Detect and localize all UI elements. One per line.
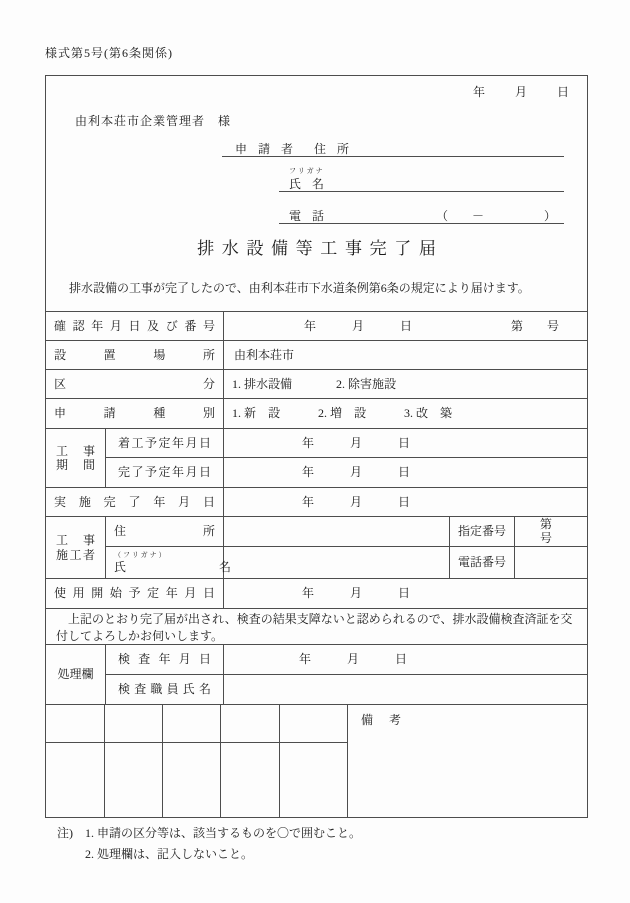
application-type-option: 1. 新 設 bbox=[232, 406, 281, 421]
location-label-cell bbox=[46, 341, 224, 369]
period-end-label: 完了予定年月日 bbox=[118, 465, 211, 480]
confirm-number-blank: 第 号 bbox=[510, 318, 559, 333]
main-table bbox=[46, 311, 587, 817]
inspector-label: 検査職員氏名 bbox=[118, 682, 211, 697]
contractor-name-blank-cell bbox=[224, 547, 450, 578]
completed-label: 実施完了年月日 bbox=[54, 494, 215, 509]
contractor-name-row bbox=[106, 547, 587, 578]
processing-label-cell bbox=[46, 645, 106, 704]
blank-grid-row bbox=[46, 705, 348, 743]
contractor-name-label: 氏名 bbox=[114, 559, 231, 574]
applicant-phone-label: 電 話 bbox=[289, 208, 329, 223]
period-start-date-blank: 年 月 日 bbox=[302, 435, 411, 450]
applicant-role-label: 申 請 者 bbox=[235, 141, 298, 156]
phone-number-blank: （ － ） bbox=[435, 208, 556, 223]
completed-date-row bbox=[46, 488, 587, 517]
period-group-label: 期間 bbox=[56, 458, 95, 472]
blank-cell bbox=[221, 743, 280, 817]
confirm-label: 確認年月日及び番号 bbox=[54, 318, 215, 333]
processing-label: 処理欄 bbox=[57, 667, 94, 682]
period-start-label-cell bbox=[106, 429, 224, 457]
applicant-furigana-label: フリガナ bbox=[289, 167, 325, 176]
form-title: 排水設備等工事完了届 bbox=[197, 239, 444, 258]
contractor-phone-blank-cell bbox=[515, 547, 587, 578]
inspection-date-row bbox=[106, 645, 587, 675]
contractor-address-blank-cell bbox=[224, 517, 450, 546]
application-type-label-cell bbox=[46, 399, 224, 428]
inspector-blank-cell bbox=[224, 675, 587, 704]
confirm-date-number-row bbox=[46, 312, 587, 341]
note-item: 1. 申請の区分等は、該当するものを〇で囲むこと。 bbox=[85, 826, 362, 840]
contractor-phone-label-cell bbox=[450, 547, 515, 578]
contractor-address-label-cell bbox=[106, 517, 224, 546]
blank-cell bbox=[163, 743, 221, 817]
blank-grid-rows bbox=[46, 705, 587, 817]
designated-number-label-cell bbox=[450, 517, 515, 546]
applicant-phone-line bbox=[279, 207, 564, 224]
period-subrows bbox=[106, 429, 587, 487]
applicant-address-label: 住 所 bbox=[314, 141, 354, 156]
office-memo-text: 上記のとおり完了届が出され、検査の結果支障ないと認められるので、排水設備検査済証を交付してよろしかお伺いします。 bbox=[56, 612, 573, 643]
completed-date-blank: 年 月 日 bbox=[302, 494, 411, 509]
designated-number-value-cell bbox=[515, 517, 587, 546]
completed-label-cell bbox=[46, 488, 224, 516]
use-start-value-cell bbox=[224, 579, 587, 608]
applicant-name-label: 氏 名 bbox=[289, 176, 329, 191]
blank-cell bbox=[280, 705, 348, 742]
inspector-label-cell bbox=[106, 675, 224, 704]
contractor-address-row bbox=[106, 517, 587, 547]
location-value: 由利本荘市 bbox=[234, 347, 295, 362]
intro-text: 排水設備の工事が完了したので、由利本荘市下水道条例第6条の規定により届けます。 bbox=[69, 281, 530, 295]
period-end-date-blank: 年 月 日 bbox=[302, 465, 411, 480]
designated-number-blank: 第 号 bbox=[540, 517, 577, 546]
confirm-label-cell bbox=[46, 312, 224, 340]
category-label: 区分 bbox=[54, 376, 215, 391]
office-memo-row bbox=[46, 609, 587, 645]
period-group-label-cell bbox=[46, 429, 106, 487]
location-value-cell bbox=[224, 341, 587, 369]
inspection-date-value-cell bbox=[224, 645, 587, 674]
inspection-date-blank: 年 月 日 bbox=[299, 652, 408, 667]
form-number: 様式第5号(第6条関係) bbox=[45, 46, 173, 60]
applicant-name-labels bbox=[289, 167, 328, 191]
applicant-name-line bbox=[279, 168, 564, 192]
use-start-row bbox=[46, 579, 587, 609]
notes-prefix: 注) bbox=[57, 826, 73, 840]
processing-rows bbox=[46, 645, 587, 705]
blank-cell bbox=[46, 743, 105, 817]
location-label: 設置場所 bbox=[54, 347, 215, 362]
application-type-option: 3. 改 築 bbox=[404, 406, 453, 421]
contractor-address-label: 住所 bbox=[114, 524, 215, 539]
blank-cell bbox=[163, 705, 221, 742]
category-row bbox=[46, 370, 587, 399]
contractor-furigana-label: （フリガナ） bbox=[114, 550, 168, 559]
application-type-options-cell bbox=[224, 399, 587, 428]
inspection-date-label-cell bbox=[106, 645, 224, 674]
construction-period-rows bbox=[46, 429, 587, 488]
contractor-name-label-cell bbox=[106, 547, 231, 578]
submission-date-blank: 年 月 日 bbox=[472, 85, 571, 99]
form-border-box bbox=[45, 75, 588, 818]
use-start-label: 使用開始予定年月日 bbox=[54, 586, 215, 601]
blank-grid bbox=[46, 705, 348, 817]
blank-grid-row bbox=[46, 743, 348, 817]
contractor-name-labels bbox=[106, 550, 231, 575]
category-label-cell bbox=[46, 370, 224, 398]
notes bbox=[57, 823, 361, 865]
processing-subrows bbox=[106, 645, 587, 704]
contractor-group-label-cell bbox=[46, 517, 106, 578]
inspection-date-label: 検査年月日 bbox=[118, 652, 211, 667]
confirm-value-cell bbox=[224, 312, 587, 340]
applicant-address-line bbox=[222, 137, 564, 157]
completed-value-cell bbox=[224, 488, 587, 516]
period-start-row bbox=[106, 429, 587, 458]
category-option: 2. 除害施設 bbox=[336, 376, 397, 391]
application-type-label: 申請種別 bbox=[54, 406, 215, 421]
application-type-row bbox=[46, 399, 587, 429]
blank-cell bbox=[105, 743, 163, 817]
location-row bbox=[46, 341, 587, 370]
contractor-group-label: 工事 bbox=[56, 533, 95, 548]
use-start-label-cell bbox=[46, 579, 224, 608]
addressee: 由利本荘市企業管理者 様 bbox=[75, 114, 232, 128]
contractor-group-label: 施工者 bbox=[56, 547, 95, 562]
contractor-phone-label: 電話番号 bbox=[457, 555, 506, 570]
notes-items bbox=[85, 823, 361, 865]
period-start-value-cell bbox=[224, 429, 587, 457]
contractor-rows bbox=[46, 517, 587, 579]
period-end-row bbox=[106, 458, 587, 487]
inspector-row bbox=[106, 675, 587, 704]
application-type-option: 2. 増 設 bbox=[318, 406, 367, 421]
blank-cell bbox=[105, 705, 163, 742]
designated-number-label: 指定番号 bbox=[457, 524, 506, 539]
blank-cell bbox=[46, 705, 105, 742]
category-option: 1. 排水設備 bbox=[232, 376, 293, 391]
remarks-label: 備 考 bbox=[361, 713, 404, 727]
period-start-label: 着工予定年月日 bbox=[118, 435, 211, 450]
contractor-subrows bbox=[106, 517, 587, 578]
confirm-date-blank: 年 月 日 bbox=[304, 318, 413, 333]
period-end-label-cell bbox=[106, 458, 224, 487]
period-end-value-cell bbox=[224, 458, 587, 487]
remarks-cell bbox=[348, 705, 587, 817]
blank-cell bbox=[221, 705, 280, 742]
blank-cell bbox=[280, 743, 348, 817]
use-start-date-blank: 年 月 日 bbox=[302, 586, 411, 601]
period-group-label: 工事 bbox=[56, 443, 95, 458]
note-item: 2. 処理欄は、記入しないこと。 bbox=[85, 847, 254, 861]
category-options-cell bbox=[224, 370, 587, 398]
